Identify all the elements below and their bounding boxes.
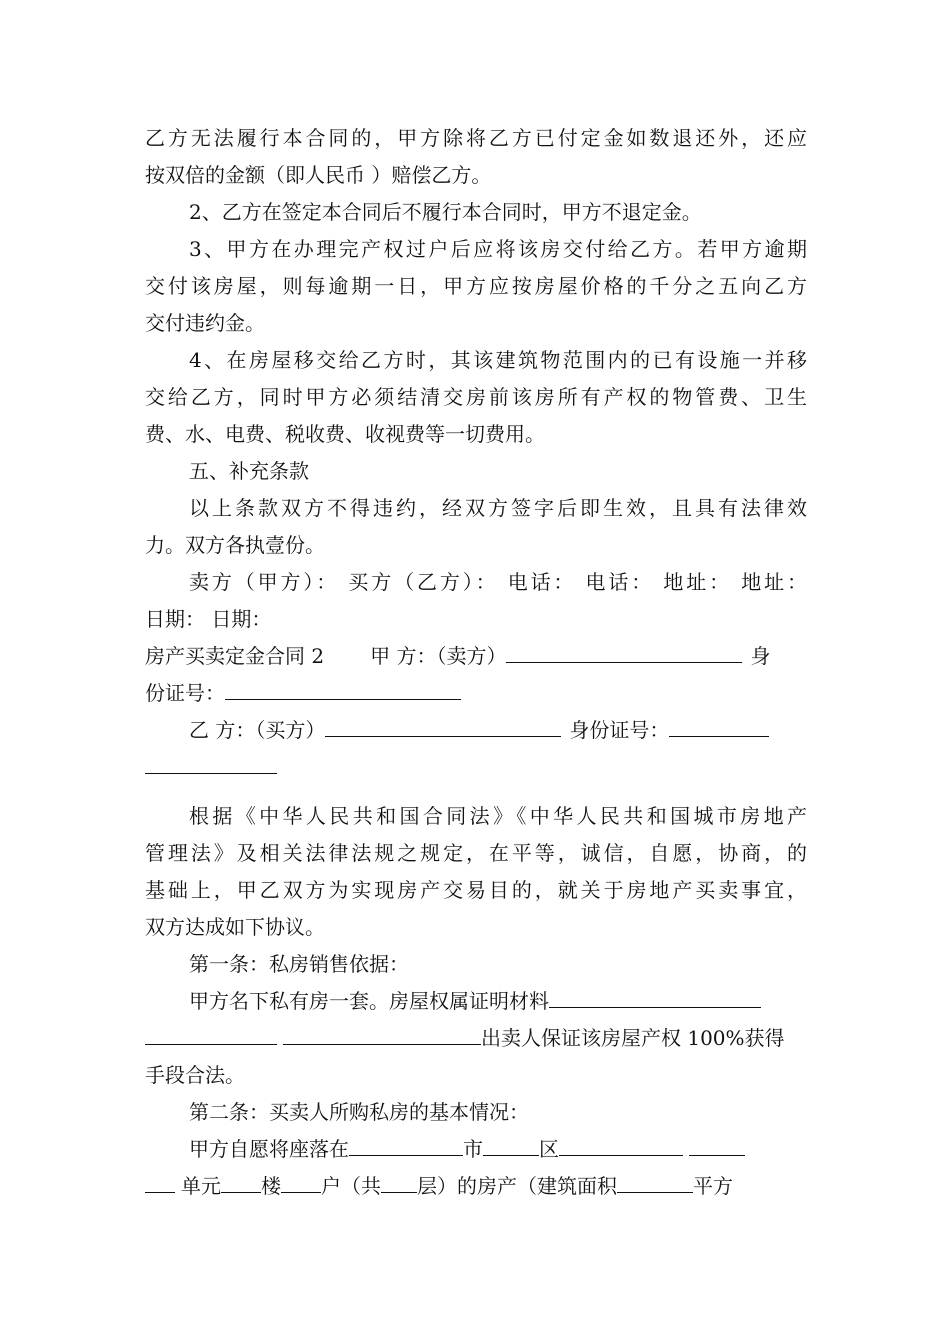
text-line: 按双倍的金额（即人民币 ）赔偿乙方。 — [145, 163, 492, 187]
id-line-a — [145, 675, 807, 712]
id-blank-a[interactable] — [225, 675, 461, 700]
spacer — [145, 786, 807, 798]
text-line: 根据《中华人民共和国合同法》《中华人民共和国城市房地产 — [189, 804, 807, 828]
id-blank-b-cont[interactable] — [145, 749, 277, 774]
party-b-line — [145, 712, 807, 749]
clause-4: 4、在房屋移交给乙方时，其该建筑物范围内的已有设施一并移 — [189, 348, 807, 372]
text-fragment: 区 — [539, 1137, 559, 1161]
party-b-blank[interactable] — [325, 712, 561, 737]
text-fragment: 楼 — [261, 1174, 281, 1198]
article-1-heading: 第一条：私房销售依据： — [189, 952, 409, 976]
id-label: 份证号： — [145, 681, 225, 705]
proof-blank-3[interactable] — [283, 1020, 481, 1045]
text-fragment: 市 — [463, 1137, 483, 1161]
text-fragment: 户（共 — [321, 1174, 381, 1198]
proof-blank[interactable] — [549, 983, 761, 1008]
text-line: 以上条款双方不得违约，经双方签字后即生效，且具有法律效 — [189, 496, 807, 520]
text-fragment: 甲方名下私有房一套。房屋权属证明材料 — [189, 989, 549, 1013]
text-line: 交给乙方，同时甲方必须结清交房前该房所有产权的物管费、卫生 — [145, 385, 807, 409]
signature-line: 卖方（甲方）： 买方（乙方）： 电话： 电话： 地址： 地址： — [189, 570, 807, 594]
section-heading-5: 五、补充条款 — [189, 459, 309, 483]
contract-2-title: 房产买卖定金合同 2 — [145, 644, 325, 668]
id-label: 身份证号： — [569, 718, 670, 742]
text-line: 费、水、电费、税收费、收视费等一切费用。 — [145, 422, 545, 446]
clause-2: 2、乙方在签定本合同后不履行本合同时，甲方不退定金。 — [189, 200, 702, 224]
text-fragment: 层）的房产（建筑面积 — [417, 1174, 617, 1198]
article-2-heading: 第二条：买卖人所购私房的基本情况： — [189, 1100, 529, 1124]
city-blank[interactable] — [483, 1131, 539, 1156]
id-blank-b[interactable] — [669, 712, 769, 737]
proof-blank-2[interactable] — [145, 1020, 277, 1045]
text-line: 交付违约金。 — [145, 311, 265, 335]
text-fragment: 身 — [750, 644, 771, 668]
location-blank[interactable] — [349, 1131, 463, 1156]
floors-blank[interactable] — [381, 1168, 417, 1193]
text-line: 力。双方各执壹份。 — [145, 533, 325, 557]
unit-blank[interactable] — [281, 1168, 321, 1193]
text-line: 基础上，甲乙双方为实现房产交易目的，就关于房地产买卖事宜， — [145, 878, 807, 902]
id-line-b-cont — [145, 749, 807, 786]
text-fragment: 平方 — [693, 1174, 733, 1198]
date-line: 日期： 日期： — [145, 607, 272, 631]
article-2-cont — [145, 1168, 807, 1205]
article-1-body — [145, 983, 807, 1020]
text-fragment: 甲方自愿将座落在 — [189, 1137, 349, 1161]
party-b-label: 乙 方：（买方） — [189, 718, 326, 742]
text-fragment: 出卖人保证该房屋产权 100%获得 — [481, 1026, 785, 1050]
party-a-blank[interactable] — [506, 638, 742, 663]
district-blank[interactable] — [559, 1131, 683, 1156]
document-page — [145, 120, 807, 1205]
building-blank[interactable] — [221, 1168, 261, 1193]
contract-2-header — [145, 638, 807, 675]
text-line: 乙方无法履行本合同的，甲方除将乙方已付定金如数退还外，还应 — [145, 126, 807, 150]
article-1-cont — [145, 1020, 807, 1057]
clause-3: 3、甲方在办理完产权过户后应将该房交付给乙方。若甲方逾期 — [189, 237, 807, 261]
area-blank[interactable] — [617, 1168, 693, 1193]
text-line: 手段合法。 — [145, 1063, 245, 1087]
text-line: 双方达成如下协议。 — [145, 915, 325, 939]
article-2-body — [145, 1131, 807, 1168]
address-blank-cont[interactable] — [145, 1168, 175, 1193]
address-blank[interactable] — [689, 1131, 745, 1156]
party-a-label: 甲 方：（卖方） — [370, 644, 507, 668]
text-line: 管理法》及相关法律法规之规定，在平等，诚信，自愿，协商，的 — [145, 841, 807, 865]
text-line: 交付该房屋，则每逾期一日，甲方应按房屋价格的千分之五向乙方 — [145, 274, 807, 298]
text-fragment: 单元 — [181, 1174, 221, 1198]
